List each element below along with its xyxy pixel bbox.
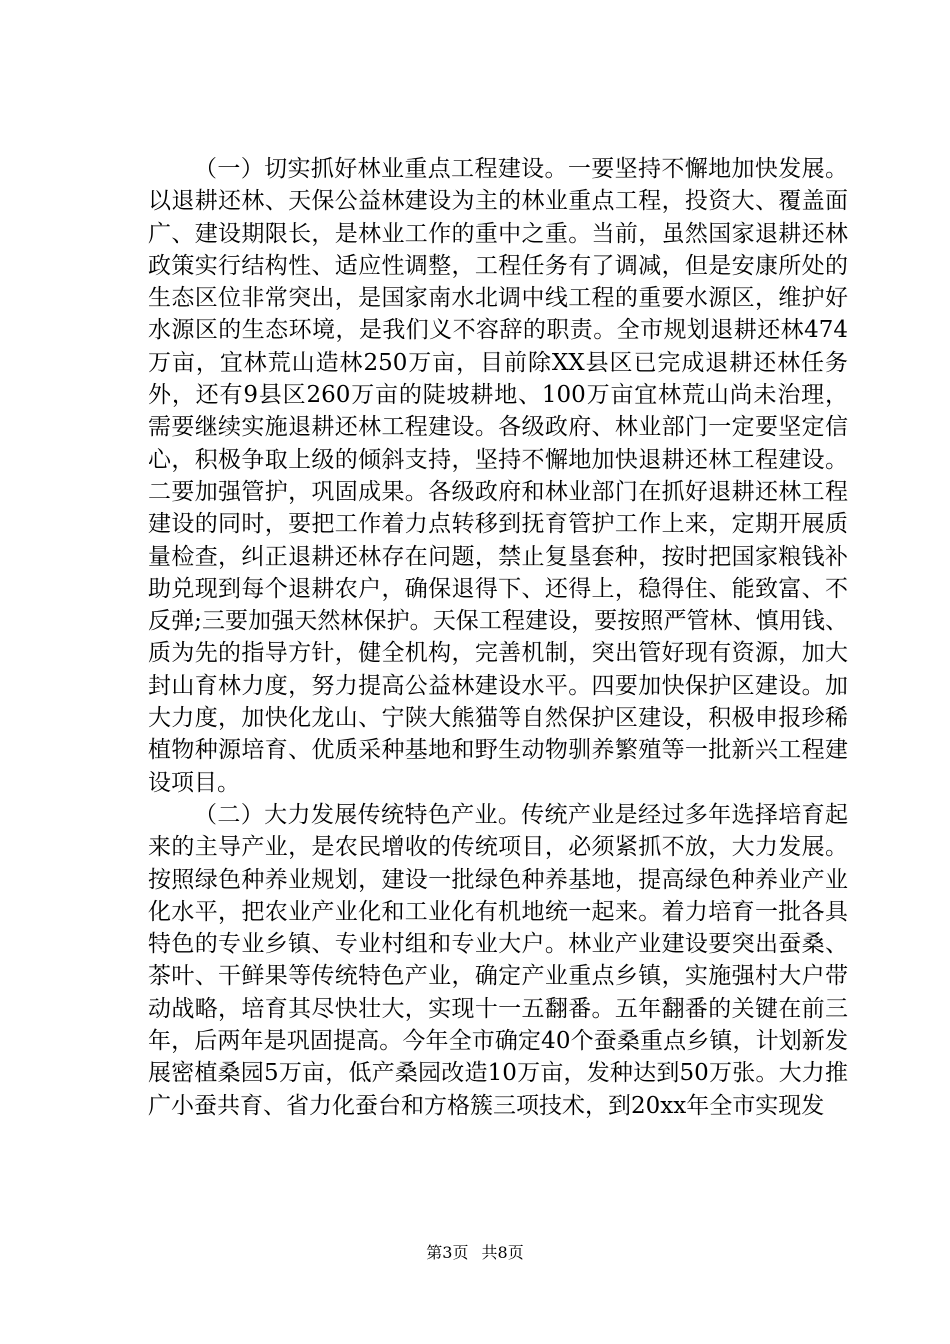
paragraph-2: （二）大力发展传统特色产业。传统产业是经过多年选择培育起来的主导产业，是农民增收的传统项目，必须紧抓不放，大力发展。按照绿色种养业规划，建设一批绿色种养基地，提高绿色种养业产业化水平，把农业产业化和工业化有机地统一起来。着力培育一批各具特色的专业乡镇、专业村组和专业大户。林业产业建设要突出蚕桑、茶叶、干鲜果等传统特色产业，确定产业重点乡镇，实施强村大户带动战略，培育其尽快壮大，实现十一五翻番。五年翻番的关键在前三年，后两年是巩固提高。今年全市确定40个蚕桑重点乡镇，计划新发展密植桑园5万亩，低产桑园改造10万亩，发种达到50万张。大力推广小蚕共育、省力化蚕台和方格簇三项技术，到20xx年全市实现发 xyxy=(148,801,848,1119)
page-number: 第3页 xyxy=(426,1243,469,1262)
paragraph-1: （一）切实抓好林业重点工程建设。一要坚持不懈地加快发展。以退耕还林、天保公益林建设为主的林业重点工程，投资大、覆盖面广、建设期限长，是林业工作的重中之重。当前，虽然国家退耕还林政策实行结构性、适应性调整，工程任务有了调减，但是安康所处的生态区位非常突出，是国家南水北调中线工程的重要水源区，维护好水源区的生态环境，是我们义不容辞的职责。全市规划退耕还林474万亩，宜林荒山造林250万亩，目前除XX县区已完成退耕还林任务外，还有9县区260万亩的陡坡耕地、100万亩宜林荒山尚未治理，需要继续实施退耕还林工程建设。各级政府、林业部门一定要坚定信心，积极争取上级的倾斜支持，坚持不懈地加快退耕还林工程建设。二要加强管护，巩固成果。各级政府和林业部门在抓好退耕还林工程建设的同时，要把工作着力点转移到抚育管护工作上来，定期开展质量检查，纠正退耕还林存在问题，禁止复垦套种，按时把国家粮钱补助兑现到每个退耕农户，确保退得下、还得上，稳得住、能致富、不反弹;三要加强天然林保护。天保工程建设，要按照严管林、慎用钱、质为先的指导方针，健全机构，完善机制，突出管好现有资源，加大封山育林力度，努力提高公益林建设水平。四要加快保护区建设。加大力度，加快化龙山、宁陕大熊猫等自然保护区建设，积极申报珍稀植物种源培育、优质采种基地和野生动物驯养繁殖等一批新兴工程建设项目。 xyxy=(148,156,848,796)
page-footer xyxy=(0,1243,950,1263)
document-body xyxy=(148,153,848,1122)
page-total: 共8页 xyxy=(481,1243,524,1262)
